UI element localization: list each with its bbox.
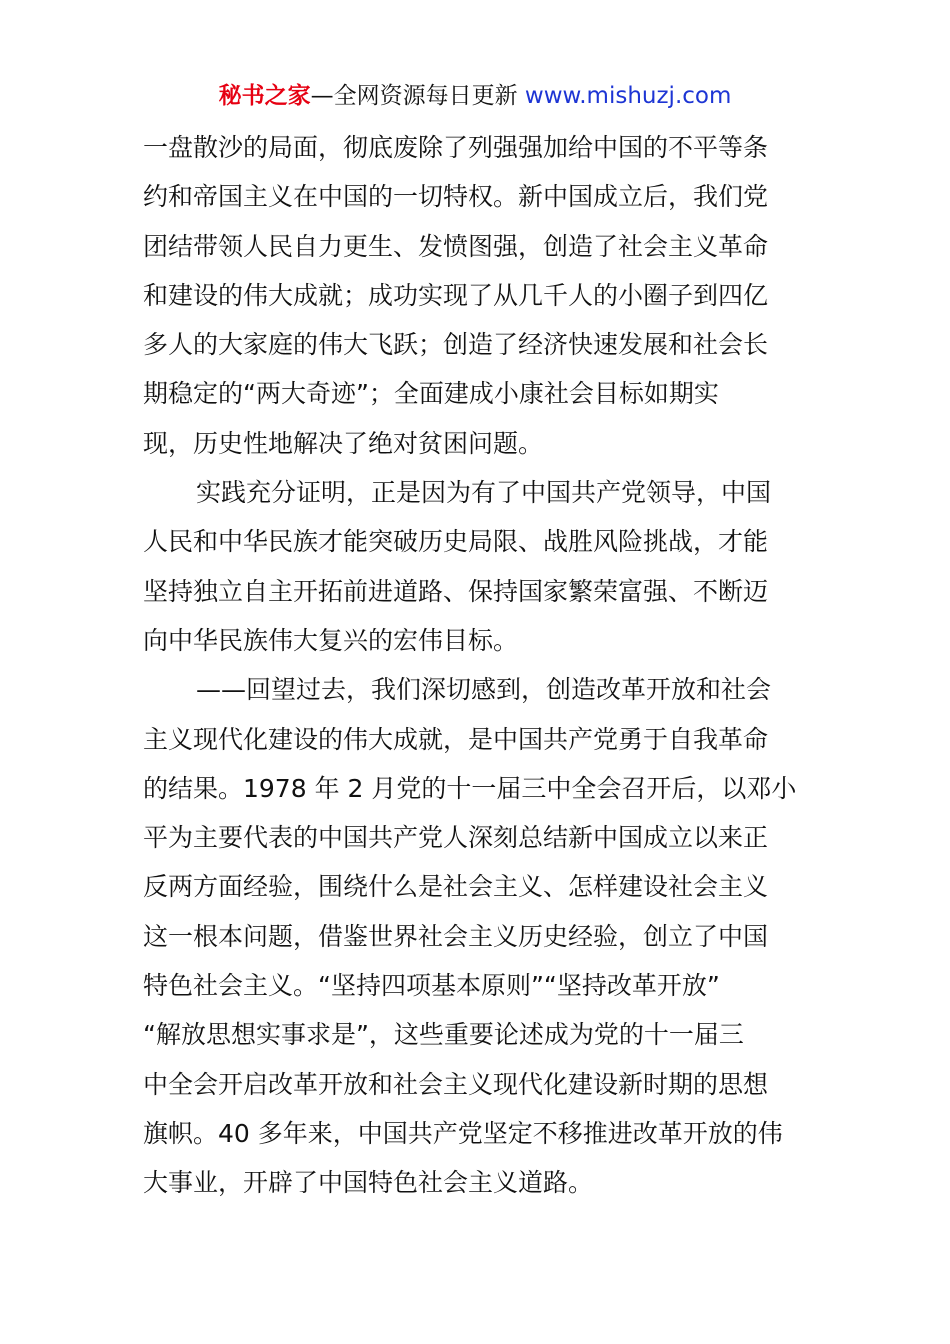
header-tagline: —全网资源每日更新 — [310, 83, 518, 109]
brand-name: 秘书之家 — [218, 83, 311, 109]
text-line: 平为主要代表的中国共产党人深刻总结新中国成立以来正 — [143, 823, 769, 853]
paragraph-3 — [143, 665, 823, 1207]
text-line: “解放思想实事求是”，这些重要论述成为党的十一届三 — [143, 1020, 744, 1050]
text-line: 旗帜。40 多年来，中国共产党坚定不移推进改革开放的伟 — [143, 1118, 783, 1148]
text-line: 实践充分证明，正是因为有了中国共产党领导，中国 — [196, 478, 772, 508]
text-line: 坚持独立自主开拓前进道路、保持国家繁荣富强、不断迈 — [143, 576, 769, 606]
text-line: 人民和中华民族才能突破历史局限、战胜风险挑战，才能 — [143, 527, 769, 557]
text-line: 团结带领人民自力更生、发愤图强，创造了社会主义革命 — [143, 231, 769, 261]
text-line: 中全会开启改革开放和社会主义现代化建设新时期的思想 — [143, 1069, 769, 1099]
text-line: ——回望过去，我们深切感到，创造改革开放和社会 — [196, 675, 772, 705]
text-line: 特色社会主义。“坚持四项基本原则”“坚持改革开放” — [143, 971, 720, 1001]
text-line: 大事业，开辟了中国特色社会主义道路。 — [143, 1168, 594, 1198]
text-line: 期稳定的“两大奇迹”；全面建成小康社会目标如期实 — [143, 379, 719, 409]
paragraph-2 — [143, 468, 823, 665]
text-line: 一盘散沙的局面，彻底废除了列强强加给中国的不平等条 — [143, 133, 769, 162]
text-line: 的结果。1978 年 2 月党的十一届三中全会召开后，以邓小 — [143, 773, 797, 803]
paragraph-1 — [143, 123, 823, 468]
text-line: 向中华民族伟大复兴的宏伟目标。 — [143, 625, 519, 655]
text-line: 和建设的伟大成就；成功实现了从几千人的小圈子到四亿 — [143, 280, 769, 310]
text-line: 主义现代化建设的伟大成就，是中国共产党勇于自我革命 — [143, 724, 769, 754]
text-line: 这一根本问题，借鉴世界社会主义历史经验，创立了中国 — [143, 921, 769, 951]
site-url[interactable]: www.mishuzj.com — [524, 83, 732, 109]
text-line: 多人的大家庭的伟大飞跃；创造了经济快速发展和社会长 — [143, 330, 769, 360]
text-line: 现，历史性地解决了绝对贫困问题。 — [143, 428, 544, 458]
text-line: 约和帝国主义在中国的一切特权。新中国成立后，我们党 — [143, 182, 769, 212]
page-header — [0, 80, 950, 112]
document-body — [143, 123, 823, 1208]
text-line: 反两方面经验，围绕什么是社会主义、怎样建设社会主义 — [143, 872, 769, 902]
